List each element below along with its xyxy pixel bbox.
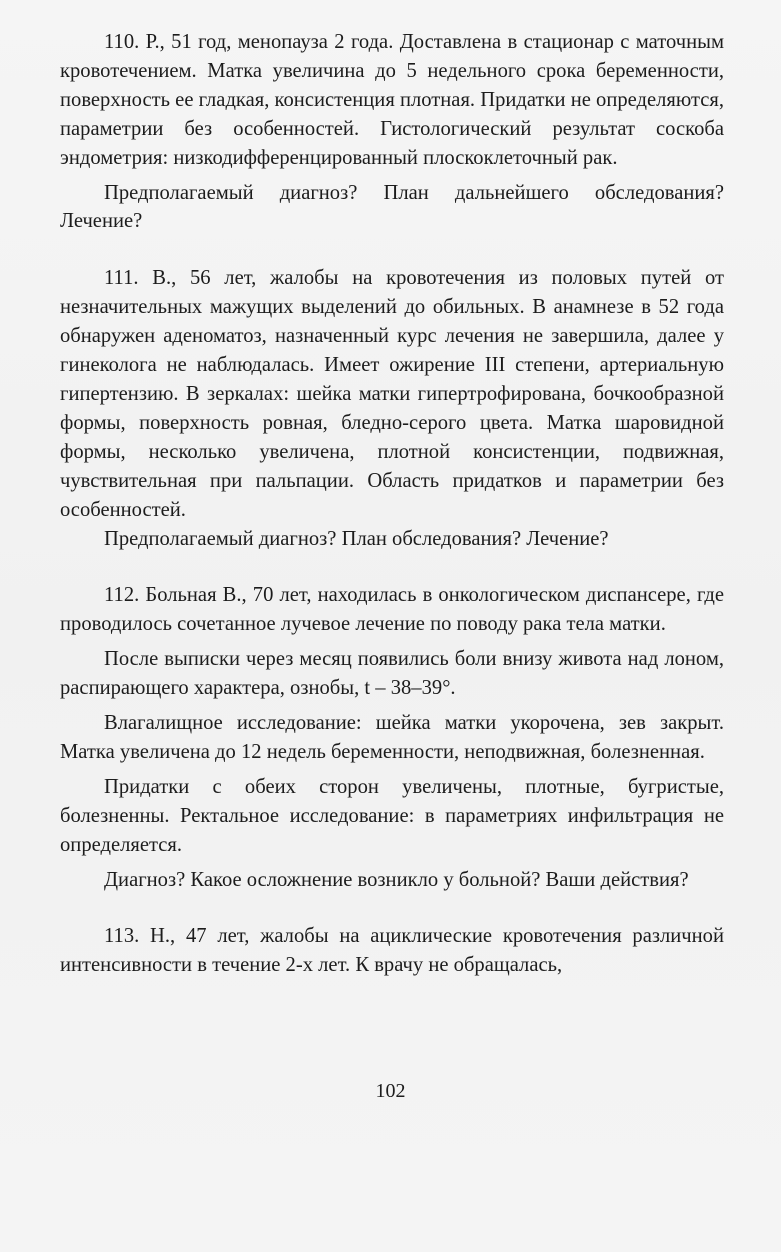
case-110-questions: Предполагаемый диагноз? План дальнейшего обследования? Лечение? [60, 181, 724, 233]
case-111-questions: Предполагаемый диагноз? План обследования? Лечение? [104, 527, 609, 550]
case-110-text: 110. Р., 51 год, менопауза 2 года. Доставлена в стационар с маточным кровотечением. Матка увеличина до 5 недельного срока беременности, поверхность ее гладкая, консистенция плотная. Придатки не определяются, параметрии без особенностей. Гистологический результат соскоба эндометрия: низкодифференцированный плоскоклеточный рак. [60, 31, 724, 169]
case-111-text: 111. В., 56 лет, жалобы на кровотечения из половых путей от незначительных мажущих выделений до обильных. В анамнезе в 52 года обнаружен аденоматоз, назначенный курс лечения не завершила, далее у гинеколога не наблюдалась. Имеет ожирение III степени, артериальную гипертензию. В зеркалах: шейка матки гипертрофирована, бочкообразной формы, поверхность ровная, бледно-серого цвета. Матка шаровидной формы, несколько увеличена, плотной консистенции, подвижная, чувствительная при пальпации. Область придатков и параметрии без особенностей. [60, 267, 724, 521]
case-112-history: После выписки через месяц появились боли внизу живота над лоном, распирающего характера, ознобы, t – 38–39°. [60, 648, 724, 700]
case-112-adnexa: Придатки с обеих сторон увеличены, плотные, бугристые, болезненны. Ректальное исследование: в параметриях инфильтрация не определяется. [60, 775, 724, 856]
case-112-exam: Влагалищное исследование: шейка матки укорочена, зев закрыт. Матка увеличена до 12 недель беременности, неподвижная, болезненная. [60, 712, 724, 763]
case-112-text: 112. Больная В., 70 лет, находилась в онкологическом диспансере, где проводилось сочетанное лучевое лечение по поводу рака тела матки. [60, 584, 724, 636]
case-113-text: 113. Н., 47 лет, жалобы на ациклические кровотечения различной интенсивности в течение 2-х лет. К врачу не обращалась, [60, 925, 724, 977]
page-number: 102 [375, 1080, 406, 1102]
page-text [60, 28, 724, 980]
case-112-questions: Диагноз? Какое осложнение возникло у больной? Ваши действия? [104, 868, 689, 891]
